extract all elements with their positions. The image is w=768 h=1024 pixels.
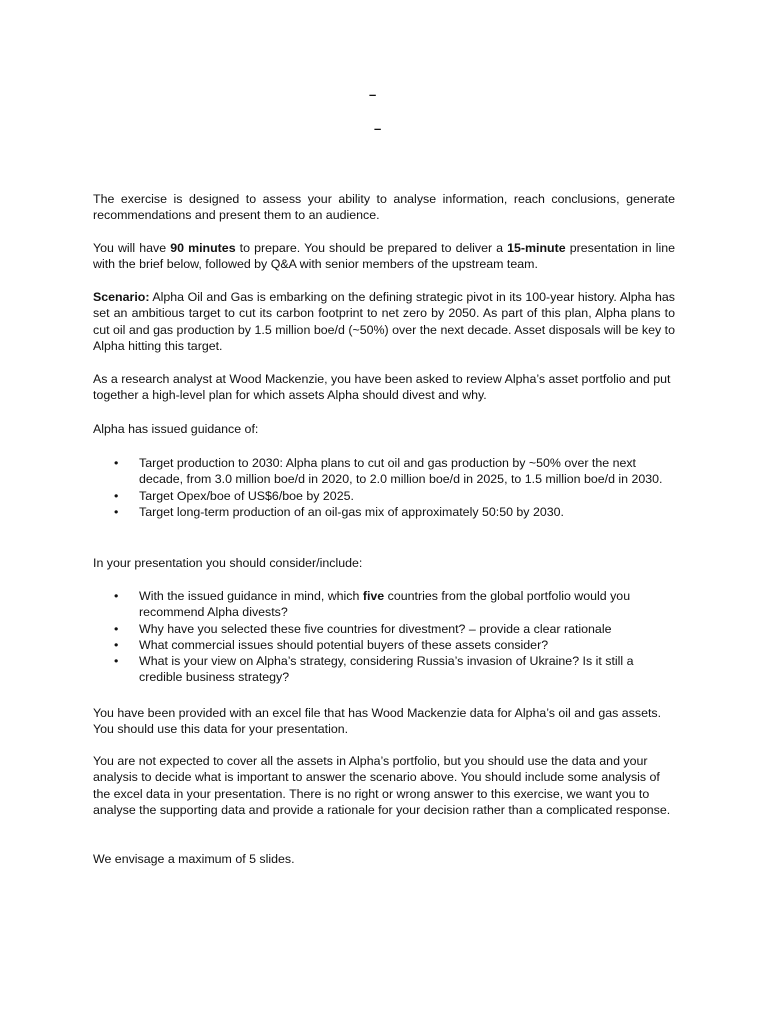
consider-item: • What commercial issues should potential buyers of these assets consider? xyxy=(93,637,675,653)
consider-item-text-1: With the issued guidance in mind, which xyxy=(139,589,363,603)
prep-text-2: to prepare. You should be prepared to deliver a xyxy=(235,241,508,255)
guidance-item: • Target long-term production of an oil-gas mix of approximately 50:50 by 2030. xyxy=(93,504,675,520)
consider-item: • Why have you selected these five countries for divestment? – provide a clear rationale xyxy=(93,621,675,637)
intro-paragraph: The exercise is designed to assess your ability to analyse information, reach conclusions, generate recommendations and present them to an audience. xyxy=(93,192,675,223)
consider-list xyxy=(93,588,675,686)
analyst-paragraph: As a research analyst at Wood Mackenzie, you have been asked to review Alpha’s asset portfolio and put together a high-level plan for which assets Alpha should divest and why. xyxy=(93,372,671,403)
prep-text-1: You will have xyxy=(93,241,171,255)
coverage-paragraph: You are not expected to cover all the assets in Alpha’s portfolio, but you should use the data and your analysis to decide what is important to answer the scenario above. You should include some analysis of the excel data in your presentation. There is no right or wrong answer to this exercise, we want you to analyse the supporting data and provide a rationale for your decision rather than a complicated response. xyxy=(93,754,671,817)
consider-intro: In your presentation you should consider/include: xyxy=(93,556,363,570)
consider-item-text-2: countries from the global portfolio would you recommend Alpha divests? xyxy=(139,589,631,620)
prep-duration-90: 90 minutes xyxy=(170,241,236,255)
excel-paragraph: You have been provided with an excel file that has Wood Mackenzie data for Alpha’s oil and gas assets. You should use this data for your presentation. xyxy=(93,706,662,737)
guidance-item: • Target Opex/boe of US$6/boe by 2025. xyxy=(93,488,675,504)
guidance-item: • Target production to 2030: Alpha plans to cut oil and gas production by ~50% over the next decade, from 3.0 million boe/d in 2020, to 2.0 million boe/d in 2025, to 1.5 million boe/d in 2030. xyxy=(93,455,675,488)
consider-item xyxy=(93,588,675,621)
guidance-list xyxy=(93,455,675,520)
header-dash-bottom: – xyxy=(374,121,382,136)
preparation-paragraph xyxy=(93,240,675,273)
consider-item-five: five xyxy=(362,589,385,603)
consider-item: • What is your view on Alpha’s strategy, considering Russia’s invasion of Ukraine? Is it still a credible business strategy? xyxy=(93,653,675,686)
prep-text-3: presentation in line with the brief below, followed by Q&A with senior members of the upstream team. xyxy=(93,241,676,272)
scenario-label: Scenario: xyxy=(93,290,150,304)
prep-duration-15: 15-minute xyxy=(507,241,566,255)
slides-paragraph: We envisage a maximum of 5 slides. xyxy=(93,852,295,866)
header-dash-top: – xyxy=(369,87,377,102)
guidance-intro: Alpha has issued guidance of: xyxy=(93,422,259,436)
scenario-text: Alpha Oil and Gas is embarking on the defining strategic pivot in its 100-year history. Alpha has set an ambitious target to cut its carbon footprint to net zero by 2050. As part of this plan, Alpha plans to cut oil and gas production by 1.5 million boe/d (~50%) over the next decade. Asset disposals will be key to Alpha hitting this target. xyxy=(93,290,675,353)
scenario-paragraph xyxy=(93,289,675,354)
